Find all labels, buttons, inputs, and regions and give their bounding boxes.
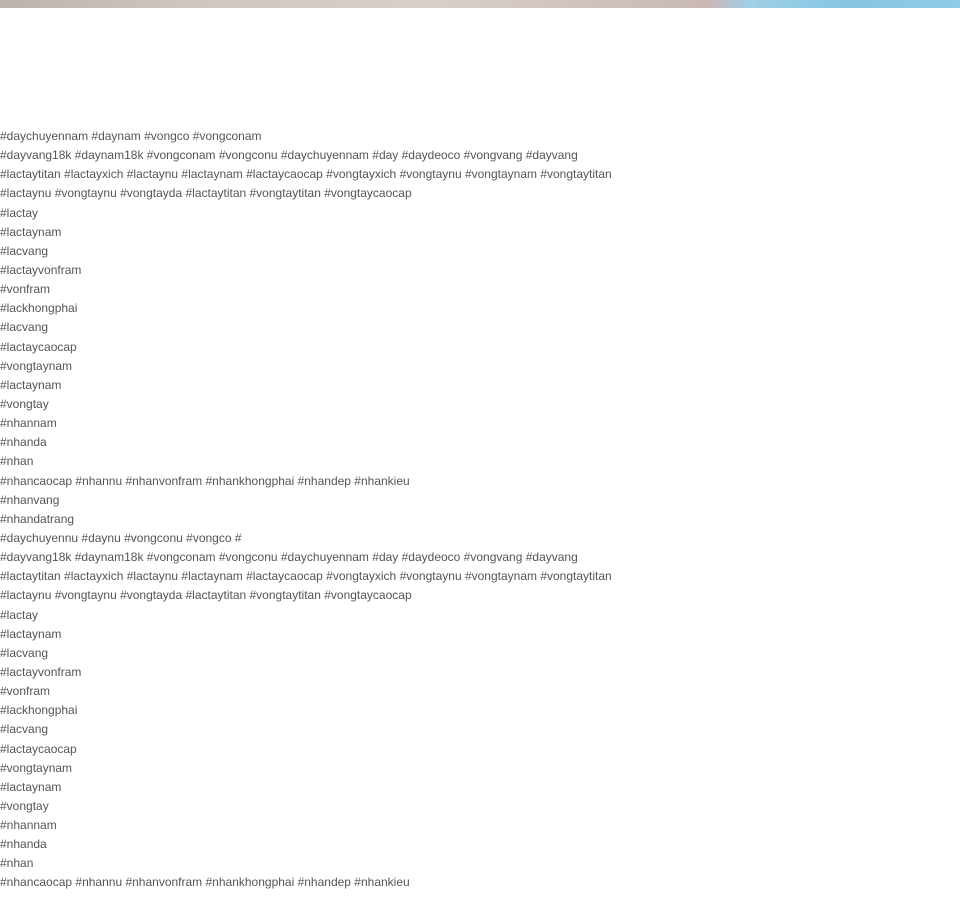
hashtag-line: #nhannam: [0, 416, 57, 431]
hashtag-line: #nhandatrang: [0, 511, 75, 526]
hashtag-line: #lactaynam: [0, 779, 62, 794]
hashtag-line: #vongtay: [0, 396, 49, 411]
hashtag-line: #lactaynu #vongtaynu #vongtayda #lactaytitan #vongtaytitan #vongtaycaocap: [0, 588, 412, 603]
hashtag-line: #lactaynu #vongtaynu #vongtayda #lactaytitan #vongtaytitan #vongtaycaocap: [0, 186, 412, 201]
top-image-strip: [0, 0, 960, 8]
hashtag-line: #lactaytitan #lactayxich #lactaynu #lactaynam #lactaycaocap #vongtayxich #vongtaynu #vongtaynam #vongtaytitan: [0, 167, 612, 182]
hashtag-line: #nhan: [0, 856, 34, 871]
hashtag-line: #lactaynam: [0, 377, 62, 392]
hashtag-line: #lacvang: [0, 320, 49, 335]
hashtag-line: #nhanda: [0, 435, 47, 450]
hashtag-line: #lackhongphai: [0, 301, 78, 316]
hashtag-line: #vongtay: [0, 798, 49, 813]
hashtag-line: #nhanda: [0, 837, 47, 852]
hashtag-list: [0, 127, 960, 893]
hashtag-line: #vonfram: [0, 684, 51, 699]
hashtag-line: #lactaytitan #lactayxich #lactaynu #lactaynam #lactaycaocap #vongtayxich #vongtaynu #vongtaynam #vongtaytitan: [0, 569, 612, 584]
hashtag-line: #lacvang: [0, 243, 49, 258]
hashtag-line: #lacvang: [0, 722, 49, 737]
hashtag-line: #vongtaynam: [0, 760, 73, 775]
hashtag-line: #lactay: [0, 607, 39, 622]
hashtag-line: #nhan: [0, 454, 34, 469]
hashtag-line: #lactaycaocap: [0, 741, 77, 756]
hashtag-line: #nhanvang: [0, 492, 60, 507]
hashtag-line: #lactaycaocap: [0, 339, 77, 354]
hashtag-line: #dayvang18k #daynam18k #vongconam #vongconu #daychuyennam #day #daydeoco #vongvang #dayvang: [0, 550, 578, 565]
hashtag-line: #lactaynam: [0, 224, 62, 239]
hashtag-line: #lactayvonfram: [0, 664, 82, 679]
hashtag-line: #lactaynam: [0, 626, 62, 641]
hashtag-line: #vongtaynam: [0, 358, 73, 373]
hashtag-line: #daychuyennu #daynu #vongconu #vongco #: [0, 530, 242, 545]
hashtag-line: #lactay: [0, 205, 39, 220]
hashtag-line: #lacvang: [0, 645, 49, 660]
hashtag-line: #nhannam: [0, 818, 57, 833]
hashtag-line: #daychuyennam #daynam #vongco #vongconam: [0, 129, 262, 143]
hashtag-line: #nhancaocap #nhannu #nhanvonfram #nhankhongphai #nhandep #nhankieu: [0, 473, 410, 488]
hashtag-line: #nhancaocap #nhannu #nhanvonfram #nhankhongphai #nhandep #nhankieu: [0, 875, 410, 890]
hashtag-line: #vonfram: [0, 282, 51, 297]
hashtag-line: #lackhongphai: [0, 703, 78, 718]
hashtag-line: #dayvang18k #daynam18k #vongconam #vongconu #daychuyennam #day #daydeoco #vongvang #dayvang: [0, 148, 578, 163]
hashtag-line: #lactayvonfram: [0, 262, 82, 277]
